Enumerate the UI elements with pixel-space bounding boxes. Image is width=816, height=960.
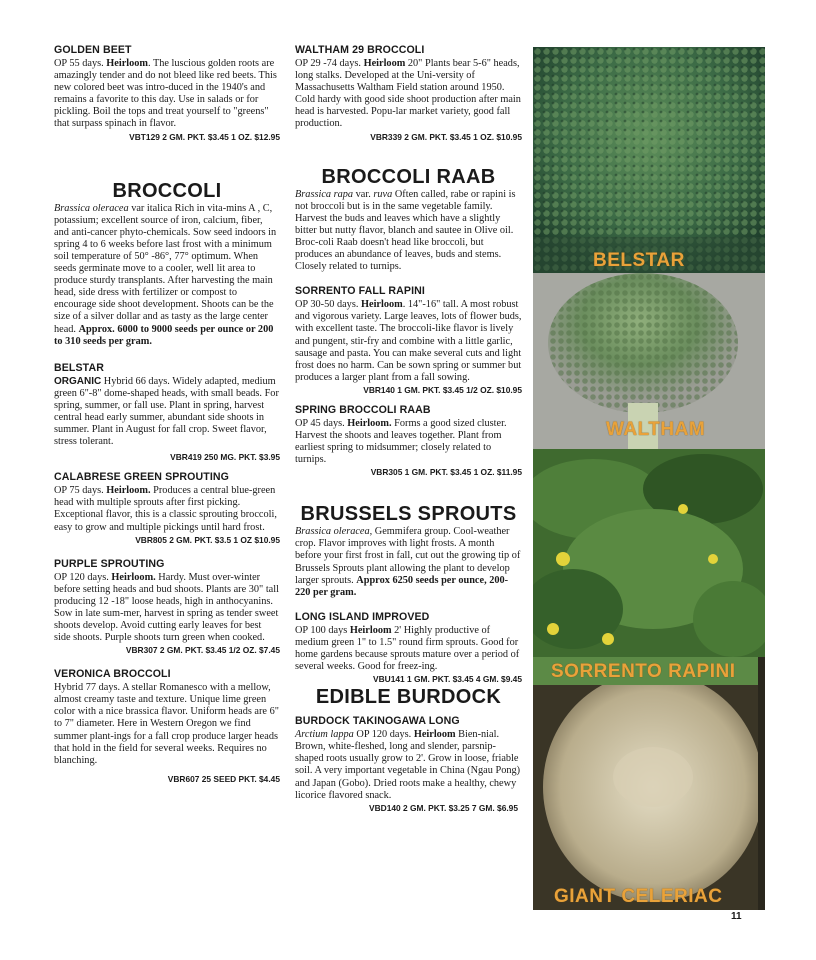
golden-beet-sku: VBT129 2 GM. PKT. $3.45 1 OZ. $12.95 <box>129 131 280 142</box>
belstar-heading: BELSTAR <box>54 361 104 374</box>
belstar-entry <box>54 362 280 464</box>
middle-column <box>295 44 522 814</box>
edible-burdock-title: EDIBLE BURDOCK <box>315 686 502 709</box>
burdock-heading: BURDOCK TAKINOGAWA LONG <box>295 715 460 728</box>
purple-sprouting-heading: PURPLE SPROUTING <box>54 557 165 570</box>
brussels-sprouts-title: BRUSSELS SPROUTS <box>300 503 517 526</box>
spring-raab-entry <box>295 404 522 478</box>
page-number: 11 <box>731 911 742 922</box>
sorrento-description: OP 30-50 days. Heirloom. 14"-16" tall. A most robust and vigorous variety. Large leaves, lots of flower buds, with excellent taste. The broccoli-like flavor is lively and pungent, stir-fry and combine with a little garlic, sausage and pasta. You can make several cuts and light frost does no harm. Can be sown spring or summer but produces a larger plant from a fall sowing. <box>295 299 522 383</box>
broccoli-raab-description: Brassica rapa var. ruva Often called, rabe or rapini is not broccoli but is in the same vegetable family. Harvest the buds and leaves which have a slightly bitter but nutty flavor, blanch and sautee in Olive oil. Broc-coli Raab doesn't head like broccoli, but produces an abundance of leaves, buds and stems. Closely related to turnips. <box>295 188 516 273</box>
golden-beet-description: OP 55 days. Heirloom. The luscious golden roots are amazingly tender and do not bleed like red beets. This new colored beet was intro-duced in the 1940's and remains a favorite to this day. Use in salads or for pickling. Boil the tops and treat yourself to "greens" that surpass spinach in flavor. <box>54 58 277 130</box>
burdock-sku: VBD140 2 GM. PKT. $3.25 7 GM. $6.95 <box>369 802 518 813</box>
calabrese-entry <box>54 471 280 545</box>
brussels-sprouts-description: Brassica oleracea, Gemmifera group. Cool-weather crop. Flavor improves with light frosts. A month before your first frost in fall, cut out the growing tip of Brussels Sprouts plant allowing the plant to develop larger sprouts. Approx 6250 seeds per ounce, 200-220 per gram. <box>295 526 521 598</box>
sorrento-entry <box>295 285 522 396</box>
spring-raab-sku: VBR305 1 GM. PKT. $3.45 1 OZ. $11.95 <box>370 467 522 478</box>
veronica-description: Hybrid 77 days. A stellar Romanesco with a mellow, almost creamy taste and texture. Unique lime green color with a nice brassica flavor. Uniform heads are 6" to 7" diameter. Here in Western Oregon we find summer plant-ings for a fall crop produce larger heads that hold in the field for several weeks. Requires no blanching. <box>54 682 279 766</box>
sorrento-heading: SORRENTO FALL RAPINI <box>295 285 425 298</box>
veronica-entry <box>54 668 280 785</box>
veronica-sku: VBR607 25 SEED PKT. $4.45 <box>167 773 280 784</box>
sorrento-photo-label: SORRENTO RAPINI <box>551 661 736 682</box>
long-island-description: OP 100 days Heirloom 2' Highly productive of medium green 1" to 1.5" round firm sprouts. Good for home gardens because sprouts mature over a period of several weeks. Good for freez-ing. <box>295 624 520 673</box>
burdock-description: Arctium lappa OP 120 days. Heirloom Bien-nial. Brown, white-fleshed, long and slender, parsnip-shaped roots usually grow to 2'. Grow in loose, friable soil. A very important vegetable in China (Ngau Pong) and Japan (Gobo). Dried roots make a healthy, chewy licorice flavored snack. <box>295 729 521 801</box>
purple-sprouting-description: OP 120 days. Heirloom. Hardy. Must over-winter before setting heads and bud shoots. Plants are 30" tall producing 12 -18" loose heads, high in anthocyanins. Sow in late sum-mer, harvest in spring as tender sweet shoots develop. Avoid cutting early leaves for best side shoots. Purple shoots turn green when cooked. <box>54 571 279 644</box>
burdock-entry <box>295 715 522 814</box>
sorrento-photo <box>533 449 765 657</box>
golden-beet-entry <box>54 44 280 143</box>
calabrese-heading: CALABRESE GREEN SPROUTING <box>54 471 229 484</box>
belstar-description: ORGANIC Hybrid 66 days. Widely adapted, medium green 6"-8" dome-shaped heads, with small beads. For spring, summer, or fall use. Plant in spring, harvest central head early summer, abundant side shoots in summer. Plant in August for fall crop. Sweet flavor, stress tolerant. <box>54 375 279 448</box>
belstar-photo-label: BELSTAR <box>593 250 685 271</box>
waltham-sku: VBR339 2 GM. PKT. $3.45 1 OZ. $10.95 <box>370 131 522 142</box>
purple-sprouting-sku: VBR307 2 GM. PKT. $3.45 1/2 OZ. $7.45 <box>125 645 280 656</box>
calabrese-sku: VBR805 2 GM. PKT. $3.5 1 OZ $10.95 <box>135 534 280 545</box>
sorrento-sku: VBR140 1 GM. PKT. $3.45 1/2 OZ. $10.95 <box>363 384 522 395</box>
waltham-entry <box>295 44 522 143</box>
belstar-photo <box>533 47 765 273</box>
broccoli-description: Brassica oleracea var italica Rich in vita-mins A , C, potassium; excellent source of iron, calcium, fiber, and anti-cancer phyto-chemicals. Sow seed indoors in spring 4 to 6 weeks before last frost with a minimum soil temperature of 50° -86°, 77° optimum. When seeds germinate move to a cooler, well lit area to produce sturdy transplants. After harvesting the main head, side dress with fertilizer or compost to encourage side shoot development. Shoots can be the size of a silver dollar and as tasty as the large center head. Approx. 6000 to 9000 seeds per ounce or 200 to 310 seeds per gram. <box>54 202 277 347</box>
waltham-description: OP 29 -74 days. Heirloom 20" Plants bear 5-6" heads, long stalks. Developed at the Uni-versity of Massachusetts Waltham Field station around 1950. Cold hardy with good side shoot production after main head is harvested. Popu-lar market variety, good fall production. <box>295 58 521 130</box>
long-island-sku: VBU141 1 GM. PKT. $3.45 4 GM. $9.45 <box>373 674 522 685</box>
celeriac-photo <box>533 657 765 910</box>
long-island-entry <box>295 611 522 685</box>
spring-raab-heading: SPRING BROCCOLI RAAB <box>295 403 431 416</box>
long-island-heading: LONG ISLAND IMPROVED <box>295 610 430 623</box>
waltham-heading: WALTHAM 29 BROCCOLI <box>295 44 425 56</box>
golden-beet-heading: GOLDEN BEET <box>54 44 132 56</box>
broccoli-title: BROCCOLI <box>112 179 222 202</box>
purple-sprouting-entry <box>54 558 280 657</box>
waltham-photo-label: WALTHAM <box>606 419 706 440</box>
broccoli-raab-title: BROCCOLI RAAB <box>321 165 496 188</box>
belstar-sku: VBR419 250 MG. PKT. $3.95 <box>170 452 280 463</box>
spring-raab-description: OP 45 days. Heirloom. Forms a good sized cluster. Harvest the shoots and leaves together. Plant from earliest spring to midsummer; closely related to turnips. <box>295 417 507 466</box>
calabrese-description: OP 75 days. Heirloom. Produces a central blue-green head with multiple sprouts after first picking. Exceptional flavor, this is a classic sprouting broccoli, easy to grow and multiple pickings until hard frost. <box>54 485 277 533</box>
celeriac-photo-label: GIANT CELERIAC <box>554 886 723 907</box>
veronica-heading: VERONICA BROCCOLI <box>54 668 171 681</box>
left-column <box>54 44 280 785</box>
